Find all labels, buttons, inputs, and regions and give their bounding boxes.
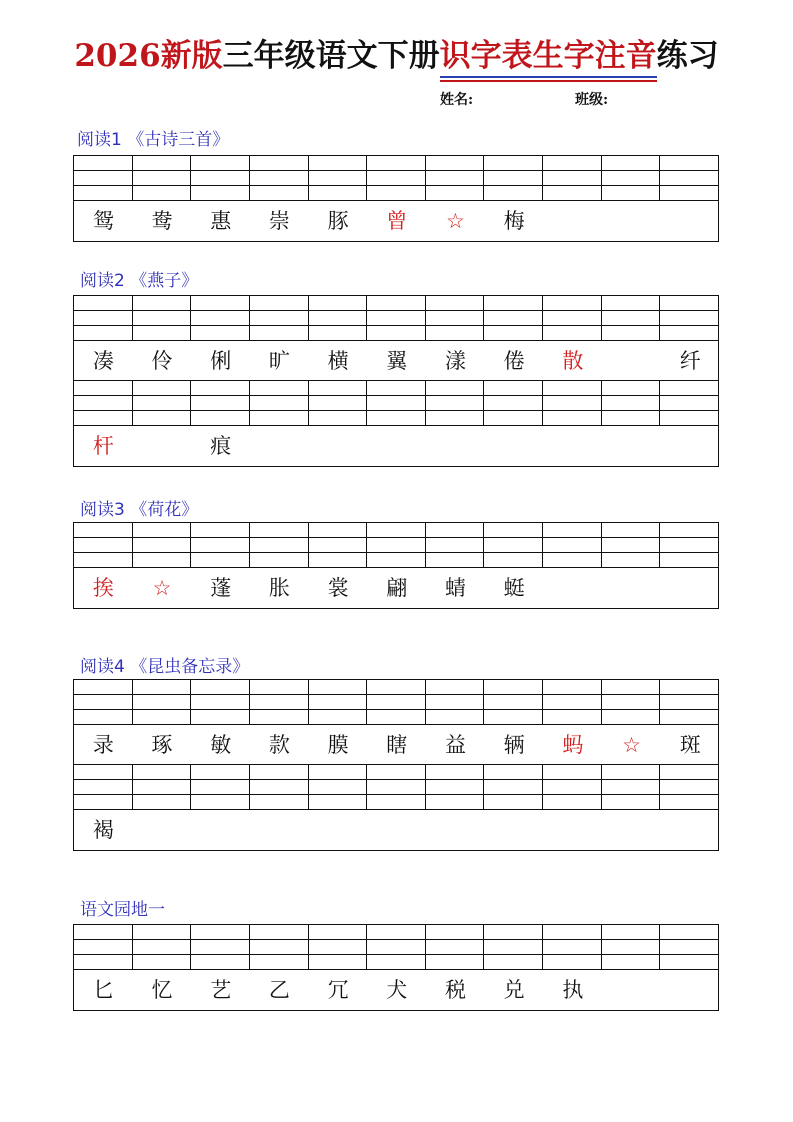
pinyin-cell[interactable] [133, 523, 192, 567]
class-label: 班级: [575, 92, 609, 108]
pinyin-writing-row [74, 925, 718, 970]
pinyin-cell[interactable] [484, 765, 543, 809]
pinyin-cell[interactable] [191, 765, 250, 809]
character: 兑 [503, 978, 525, 1002]
pinyin-cell[interactable] [660, 523, 718, 567]
pinyin-writing-row [74, 765, 718, 810]
pinyin-cell[interactable] [426, 925, 485, 969]
character: 翩 [386, 576, 408, 600]
character: 崇 [268, 209, 290, 233]
title-exercise: 练习 [656, 38, 719, 74]
character: 杆 [92, 434, 114, 458]
pinyin-cell[interactable] [250, 156, 309, 200]
character: 蓬 [210, 576, 232, 600]
pinyin-cell[interactable] [191, 381, 250, 425]
pinyin-cell[interactable] [484, 156, 543, 200]
section-title: 阅读2 《燕子》 [80, 271, 199, 291]
character-row [74, 970, 718, 1010]
star-icon: ☆ [622, 732, 641, 757]
character-row [74, 725, 718, 765]
pinyin-cell[interactable] [602, 523, 661, 567]
character: 鸯 [151, 209, 173, 233]
character: 匕 [92, 978, 114, 1002]
character: 琢 [151, 732, 173, 757]
character: 曾 [386, 209, 408, 233]
pinyin-cell[interactable] [426, 765, 485, 809]
pinyin-cell[interactable] [250, 523, 309, 567]
pinyin-cell[interactable] [543, 156, 602, 200]
pinyin-grid [73, 295, 719, 467]
pinyin-writing-row [74, 523, 718, 568]
pinyin-writing-row [74, 296, 718, 341]
pinyin-cell[interactable] [426, 156, 485, 200]
character: 蚂 [562, 732, 584, 757]
pinyin-grid [73, 679, 719, 851]
pinyin-cell[interactable] [191, 925, 250, 969]
character: 蜓 [503, 576, 525, 600]
character-row [74, 341, 718, 381]
pinyin-cell[interactable] [426, 680, 485, 724]
section-title: 语文园地一 [80, 900, 165, 920]
pinyin-cell[interactable] [367, 156, 426, 200]
character: 瞎 [386, 732, 408, 757]
pinyin-cell[interactable] [250, 296, 309, 340]
character: 税 [444, 978, 466, 1002]
pinyin-cell[interactable] [543, 523, 602, 567]
pinyin-cell[interactable] [74, 156, 133, 200]
character: 胀 [268, 576, 290, 600]
pinyin-cell[interactable] [426, 523, 485, 567]
character-row [74, 426, 718, 466]
pinyin-cell[interactable] [74, 381, 133, 425]
character: 纤 [679, 348, 701, 373]
pinyin-cell[interactable] [484, 925, 543, 969]
name-label: 姓名: [440, 92, 474, 108]
pinyin-cell[interactable] [250, 925, 309, 969]
section-title: 阅读4 《昆虫备忘录》 [80, 657, 250, 677]
pinyin-cell[interactable] [74, 765, 133, 809]
pinyin-cell[interactable] [426, 296, 485, 340]
pinyin-cell[interactable] [602, 296, 661, 340]
pinyin-cell[interactable] [367, 381, 426, 425]
pinyin-cell[interactable] [133, 381, 192, 425]
character: 录 [92, 732, 114, 757]
character: 膜 [327, 732, 349, 757]
pinyin-cell[interactable] [602, 381, 661, 425]
pinyin-cell[interactable] [191, 296, 250, 340]
pinyin-cell[interactable] [309, 680, 368, 724]
character: 挨 [92, 576, 114, 600]
character: 艺 [210, 978, 232, 1002]
pinyin-cell[interactable] [191, 523, 250, 567]
title-grade: 三年级语文下册 [222, 38, 440, 74]
star-icon: ☆ [446, 209, 465, 233]
pinyin-cell[interactable] [367, 296, 426, 340]
pinyin-cell[interactable] [602, 925, 661, 969]
character: 忆 [151, 978, 173, 1002]
character: 冗 [327, 978, 349, 1002]
section-title: 阅读1 《古诗三首》 [77, 130, 230, 150]
pinyin-cell[interactable] [74, 925, 133, 969]
character: 鸳 [92, 209, 114, 233]
character: 豚 [327, 209, 349, 233]
pinyin-cell[interactable] [309, 156, 368, 200]
pinyin-writing-row [74, 156, 718, 201]
pinyin-cell[interactable] [133, 680, 192, 724]
character: 梅 [503, 209, 525, 233]
pinyin-cell[interactable] [74, 523, 133, 567]
character: 款 [268, 732, 290, 757]
character: 痕 [210, 434, 232, 458]
pinyin-cell[interactable] [543, 381, 602, 425]
pinyin-grid [73, 924, 719, 1011]
pinyin-cell[interactable] [543, 296, 602, 340]
title-year: 2026新版 [74, 38, 223, 74]
pinyin-cell[interactable] [543, 765, 602, 809]
pinyin-cell[interactable] [367, 925, 426, 969]
character: 俐 [210, 348, 232, 373]
character: 翼 [386, 348, 408, 373]
pinyin-cell[interactable] [309, 765, 368, 809]
character: 褐 [92, 818, 114, 842]
pinyin-cell[interactable] [602, 680, 661, 724]
pinyin-cell[interactable] [133, 925, 192, 969]
character: 旷 [268, 348, 290, 373]
character: 凑 [92, 348, 114, 373]
pinyin-cell[interactable] [74, 296, 133, 340]
pinyin-cell[interactable] [484, 381, 543, 425]
pinyin-cell[interactable] [660, 381, 718, 425]
pinyin-cell[interactable] [309, 381, 368, 425]
section-title: 阅读3 《荷花》 [80, 500, 199, 520]
character: 倦 [503, 348, 525, 373]
pinyin-cell[interactable] [133, 156, 192, 200]
character-row [74, 568, 718, 608]
character: 执 [562, 978, 584, 1002]
pinyin-cell[interactable] [191, 156, 250, 200]
character: 横 [327, 348, 349, 373]
pinyin-cell[interactable] [133, 296, 192, 340]
character-row [74, 810, 718, 850]
pinyin-cell[interactable] [309, 296, 368, 340]
pinyin-cell[interactable] [309, 523, 368, 567]
pinyin-grid [73, 522, 719, 609]
pinyin-cell[interactable] [367, 523, 426, 567]
pinyin-cell[interactable] [74, 680, 133, 724]
pinyin-cell[interactable] [543, 925, 602, 969]
character: 犬 [386, 978, 408, 1002]
pinyin-cell[interactable] [660, 296, 718, 340]
pinyin-cell[interactable] [660, 925, 718, 969]
character: 裳 [327, 576, 349, 600]
pinyin-cell[interactable] [309, 925, 368, 969]
pinyin-cell[interactable] [484, 680, 543, 724]
pinyin-cell[interactable] [484, 296, 543, 340]
character: 散 [562, 348, 584, 373]
title-topic: 识字表生字注音 [440, 30, 657, 75]
pinyin-cell[interactable] [250, 680, 309, 724]
pinyin-cell[interactable] [250, 765, 309, 809]
pinyin-cell[interactable] [426, 381, 485, 425]
pinyin-cell[interactable] [191, 680, 250, 724]
character: 蜻 [444, 576, 466, 600]
pinyin-cell[interactable] [250, 381, 309, 425]
character: 益 [444, 732, 466, 757]
pinyin-cell[interactable] [367, 765, 426, 809]
character: 乙 [268, 978, 290, 1002]
pinyin-cell[interactable] [660, 680, 718, 724]
pinyin-cell[interactable] [602, 765, 661, 809]
pinyin-cell[interactable] [367, 680, 426, 724]
pinyin-cell[interactable] [484, 523, 543, 567]
star-icon: ☆ [152, 576, 172, 600]
character-row [74, 201, 718, 241]
character: 漾 [444, 348, 466, 373]
character: 辆 [503, 732, 525, 757]
character: 伶 [151, 348, 173, 373]
pinyin-cell[interactable] [660, 156, 718, 200]
page-title [0, 30, 793, 75]
pinyin-cell[interactable] [133, 765, 192, 809]
character: 敏 [210, 732, 232, 757]
pinyin-writing-row [74, 381, 718, 426]
character: 惠 [210, 209, 232, 233]
pinyin-cell[interactable] [660, 765, 718, 809]
pinyin-writing-row [74, 680, 718, 725]
pinyin-cell[interactable] [602, 156, 661, 200]
pinyin-grid [73, 155, 719, 242]
pinyin-cell[interactable] [543, 680, 602, 724]
character: 斑 [679, 732, 701, 757]
